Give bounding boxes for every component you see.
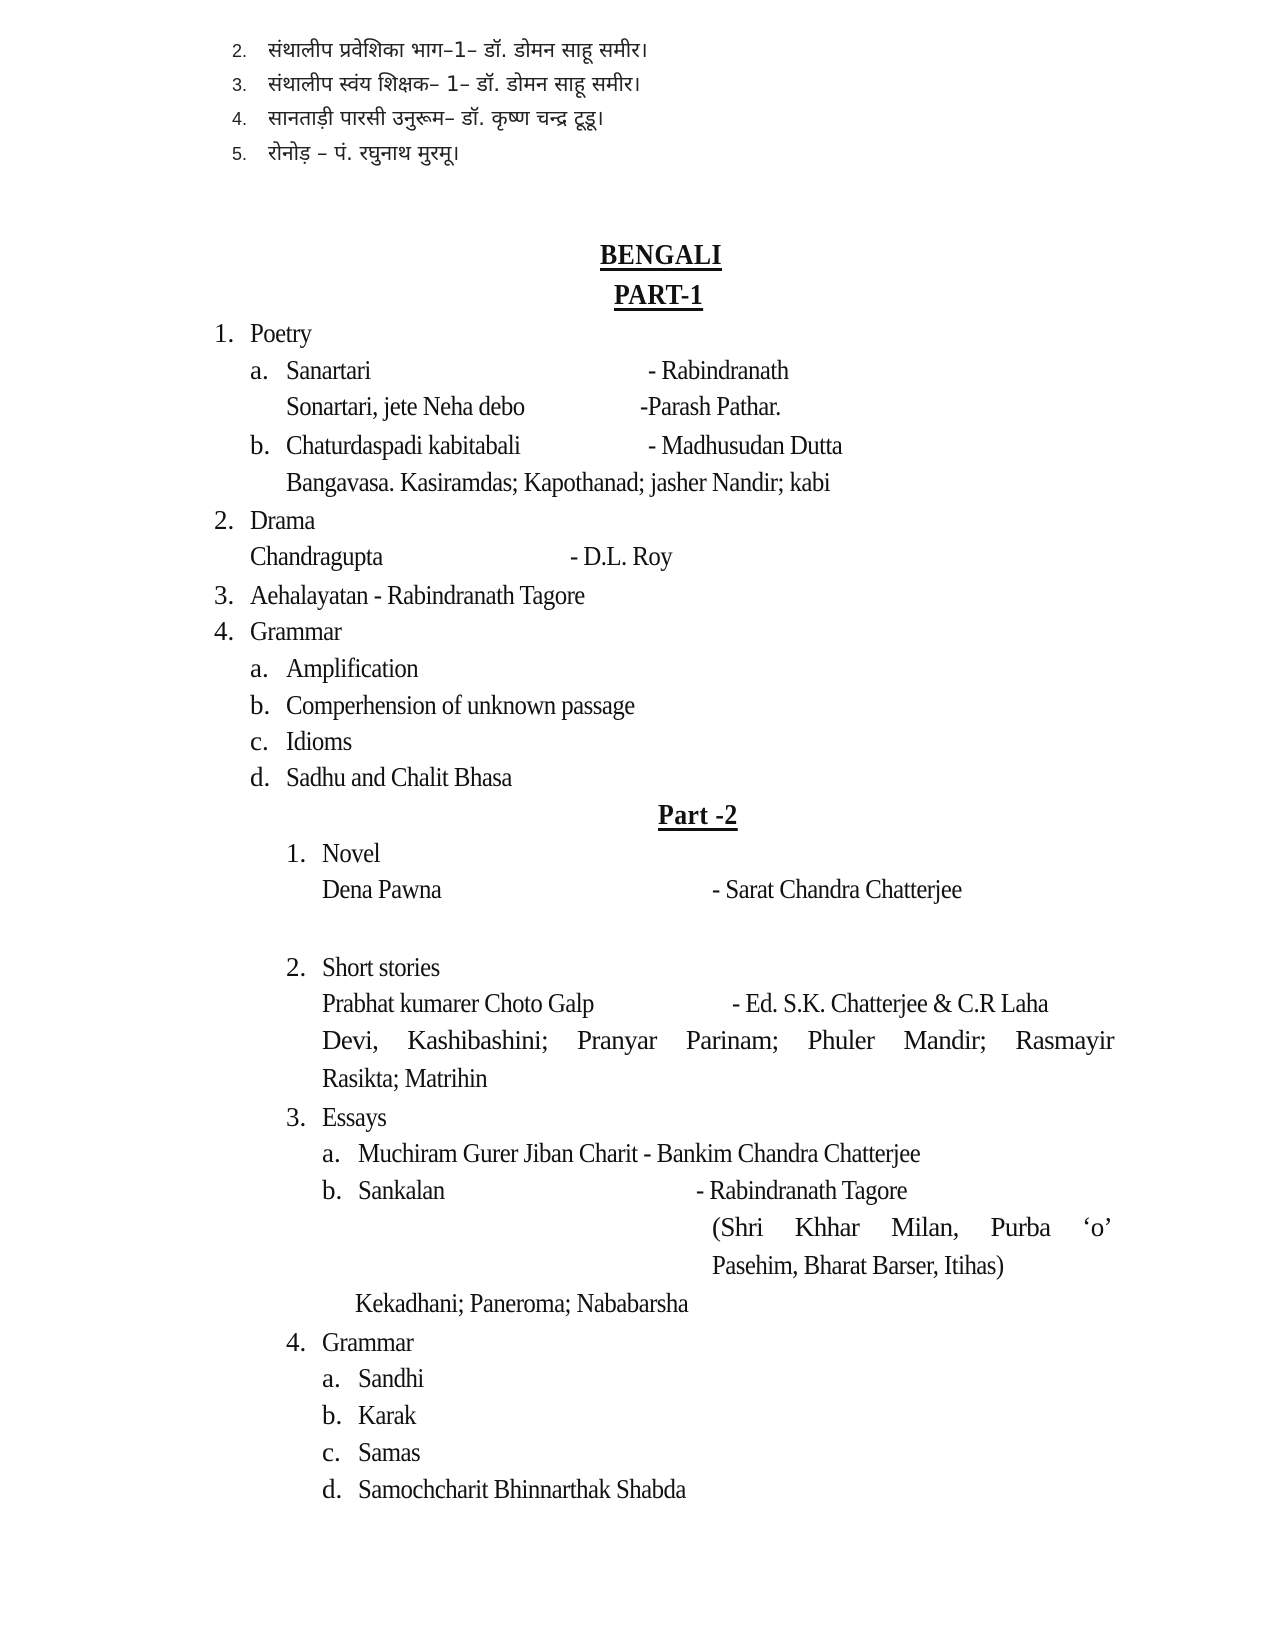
short-stories-list-cont: Rasikta; Matrihin xyxy=(322,1063,488,1093)
item-letter: a. xyxy=(322,1138,341,1168)
grammar-item: Idioms xyxy=(286,726,352,756)
poem-author: - Rabindranath xyxy=(648,355,789,385)
poem-subtitle: Sonartari, jete Neha debo xyxy=(286,391,525,421)
short-stories-list: Devi, Kashibashini; Pranyar Parinam; Phuler Mandir; Rasmayir xyxy=(322,1025,1114,1055)
list-number: 3. xyxy=(232,75,248,95)
poem-author: - Madhusudan Dutta xyxy=(648,430,843,460)
item-number: 4. xyxy=(214,616,235,646)
item-letter: a. xyxy=(250,355,269,385)
essays-label: Essays xyxy=(322,1102,387,1132)
hindi-list-item xyxy=(232,36,648,64)
item-number: 2. xyxy=(214,505,235,535)
item-letter: c. xyxy=(322,1437,341,1467)
short-stories-label: Short stories xyxy=(322,952,440,982)
item-letter: d. xyxy=(322,1474,343,1504)
item-text: Aehalayatan - Rabindranath Tagore xyxy=(250,580,585,610)
poem-list: Bangavasa. Kasiramdas; Kapothanad; jasher Nandir; kabi xyxy=(286,467,831,497)
list-text: संथालीप स्वंय शिक्षक– 1– डॉ. डोमन साहू समीर। xyxy=(268,72,641,96)
essay-title: Sankalan xyxy=(358,1175,445,1205)
list-number: 5. xyxy=(232,144,248,164)
grammar-item: Karak xyxy=(358,1400,416,1430)
grammar-item: Comperhension of unknown passage xyxy=(286,690,635,720)
novel-author: - Sarat Chandra Chatterjee xyxy=(712,874,962,904)
drama-title: Chandragupta xyxy=(250,541,383,571)
item-letter: d. xyxy=(250,762,271,792)
grammar-label: Grammar xyxy=(250,616,342,646)
item-number: 3. xyxy=(214,580,235,610)
list-text: संथालीप प्रवेशिका भाग–1– डॉ. डोमन साहू समीर। xyxy=(268,38,648,62)
drama-author: - D.L. Roy xyxy=(570,541,673,571)
item-letter: a. xyxy=(322,1363,341,1393)
list-text: रोनोड़ – पं. रघुनाथ मुरमू। xyxy=(268,141,460,165)
essay-item: Muchiram Gurer Jiban Charit - Bankim Chandra Chatterjee xyxy=(358,1138,921,1168)
item-letter: b. xyxy=(322,1175,343,1205)
hindi-list-item xyxy=(232,104,604,132)
item-number: 4. xyxy=(286,1327,307,1357)
item-number: 3. xyxy=(286,1102,307,1132)
item-number: 1. xyxy=(286,838,307,868)
poem-sub-author: -Parash Pathar. xyxy=(640,391,781,421)
essay-contents-cont: Pasehim, Bharat Barser, Itihas) xyxy=(712,1250,1004,1280)
part1-heading: PART-1 xyxy=(614,280,704,311)
novel-label: Novel xyxy=(322,838,380,868)
poetry-label: Poetry xyxy=(250,318,312,348)
hindi-list-item xyxy=(232,70,640,98)
part2-heading: Part -2 xyxy=(658,800,738,831)
item-letter: b. xyxy=(250,430,271,460)
short-stories-title: Prabhat kumarer Choto Galp xyxy=(322,988,594,1018)
grammar-item: Sandhi xyxy=(358,1363,424,1393)
short-stories-editor: - Ed. S.K. Chatterjee & C.R Laha xyxy=(732,988,1049,1018)
item-letter: b. xyxy=(250,690,271,720)
grammar-label: Grammar xyxy=(322,1327,414,1357)
grammar-item: Amplification xyxy=(286,653,419,683)
grammar-item: Sadhu and Chalit Bhasa xyxy=(286,762,512,792)
essay-author: - Rabindranath Tagore xyxy=(696,1175,908,1205)
list-number: 4. xyxy=(232,109,248,129)
list-text: सानताड़ी पारसी उनुरूम– डॉ. कृष्ण चन्द्र टूडू। xyxy=(268,106,604,130)
drama-label: Drama xyxy=(250,505,315,535)
item-letter: c. xyxy=(250,726,269,756)
section-title: BENGALI xyxy=(600,240,723,271)
novel-title: Dena Pawna xyxy=(322,874,442,904)
item-letter: a. xyxy=(250,653,269,683)
item-number: 2. xyxy=(286,952,307,982)
hindi-list-item xyxy=(232,139,459,167)
poem-title: Sanartari xyxy=(286,355,371,385)
poem-title: Chaturdaspadi kabitabali xyxy=(286,430,521,460)
essay-contents: (Shri Khhar Milan, Purba ‘o’ xyxy=(712,1212,1112,1242)
essay-extra: Kekadhani; Paneroma; Nababarsha xyxy=(355,1288,689,1318)
item-letter: b. xyxy=(322,1400,343,1430)
list-number: 2. xyxy=(232,41,248,61)
item-number: 1. xyxy=(214,318,235,348)
grammar-item: Samas xyxy=(358,1437,421,1467)
grammar-item: Samochcharit Bhinnarthak Shabda xyxy=(358,1474,686,1504)
